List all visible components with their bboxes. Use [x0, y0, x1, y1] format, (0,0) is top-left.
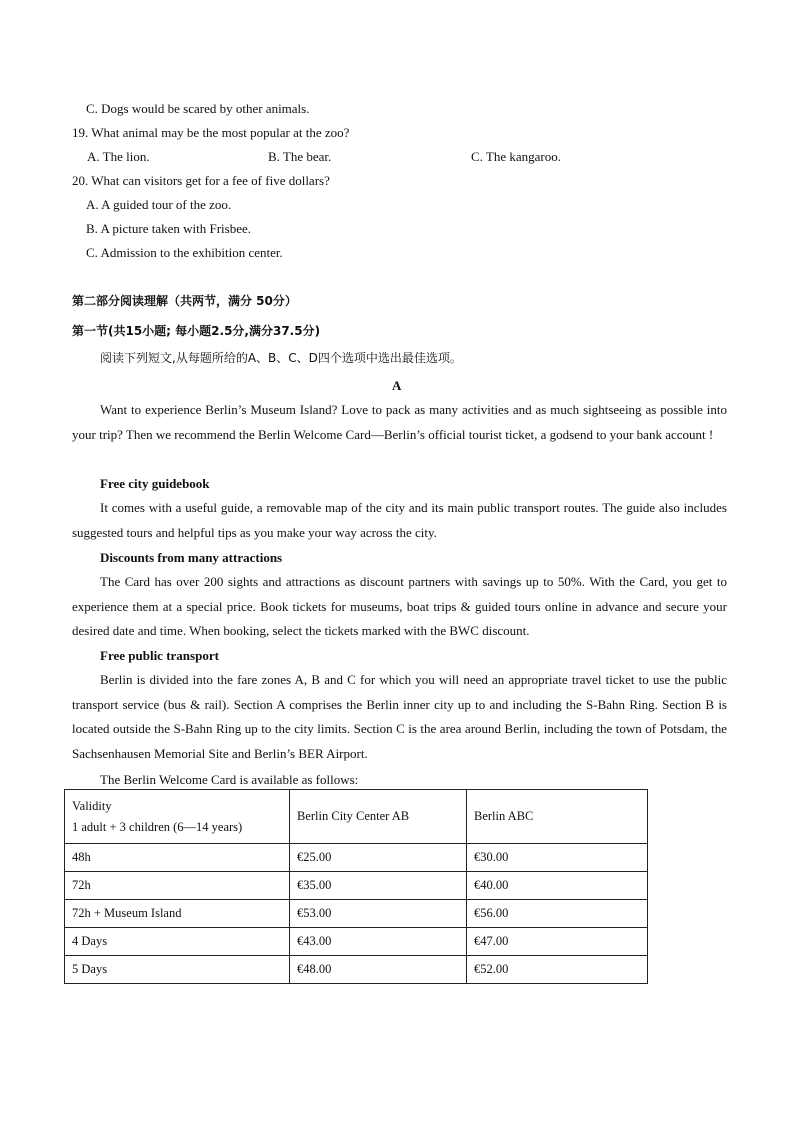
table-row [65, 928, 648, 956]
price-ab-cell: €43.00 [290, 928, 467, 956]
price-table [64, 789, 648, 984]
price-ab-cell: €25.00 [290, 844, 467, 872]
heading-discounts: Discounts from many attractions [100, 550, 283, 565]
validity-cell: 5 Days [65, 956, 290, 984]
table-row [65, 844, 648, 872]
para1-text: It comes with a useful guide, a removable map of the city and its main public transport routes. The guide also includes suggested tours and helpful tips as you make your way across the city. [72, 500, 727, 540]
price-abc-cell: €47.00 [467, 928, 648, 956]
price-abc-cell: €40.00 [467, 872, 648, 900]
subsection-title: 第一节(共15小题; 每小题2.5分,满分37.5分) [72, 324, 321, 338]
q19-option-c: C. The kangaroo. [471, 149, 562, 164]
q20-stem: 20. What can visitors get for a fee of five dollars? [72, 173, 330, 188]
validity-cell: 72h + Museum Island [65, 900, 290, 928]
price-abc-cell: €56.00 [467, 900, 648, 928]
header-validity [65, 790, 290, 844]
q19-stem: 19. What animal may be the most popular at the zoo? [72, 125, 350, 140]
table-row [65, 872, 648, 900]
para2-text: The Card has over 200 sights and attractions as discount partners with savings up to 50%. With the Card, you get to experience them at a special price. Book tickets for museums, boat trips & guided tours online in advance and secure your desired date and time. When booking, select the tickets marked with the BWC discount. [72, 574, 727, 639]
q19-options [0, 148, 794, 166]
q20-option-b: B. A picture taken with Frisbee. [86, 221, 252, 236]
header-berlin-abc: Berlin ABC [467, 790, 648, 844]
paragraph-guidebook [72, 496, 727, 545]
heading-city-guidebook: Free city guidebook [100, 476, 210, 491]
q19-option-b: B. The bear. [268, 149, 332, 164]
table-row [65, 956, 648, 984]
header-city-center-ab: Berlin City Center AB [290, 790, 467, 844]
validity-cell: 48h [65, 844, 290, 872]
q20-option-a: A. A guided tour of the zoo. [86, 197, 232, 212]
instruction: 阅读下列短文,从每题所给的A、B、C、D四个选项中选出最佳选项。 [100, 351, 462, 365]
price-abc-cell: €30.00 [467, 844, 648, 872]
header-validity-label: Validity [72, 798, 112, 813]
price-abc-cell: €52.00 [467, 956, 648, 984]
q18-option-c: C. Dogs would be scared by other animals. [86, 101, 310, 116]
table-intro: The Berlin Welcome Card is available as follows: [100, 772, 359, 787]
q19-option-a: A. The lion. [87, 149, 150, 164]
passage-label: A [392, 378, 402, 393]
price-ab-cell: €35.00 [290, 872, 467, 900]
para3-text: Berlin is divided into the fare zones A, B and C for which you will need an appropriate travel ticket to use the public transport service (bus & rail). Section A comprises the Berlin inner city up to and including the S-Bahn Ring. Section B is located outside the S-Bahn Ring up to the city limits. Section C is the area around Berlin, including the town of Potsdam, the Sachsenhausen Memorial Site and Berlin’s BER Airport. [72, 672, 727, 761]
intro-text: Want to experience Berlin’s Museum Island? Love to pack as many activities and as much sightseeing as possible into your trip? Then we recommend the Berlin Welcome Card—Berlin’s official tourist ticket, a godsend to your bank account ! [72, 402, 727, 442]
price-ab-cell: €53.00 [290, 900, 467, 928]
passage-intro [72, 398, 727, 447]
validity-cell: 4 Days [65, 928, 290, 956]
validity-cell: 72h [65, 872, 290, 900]
q20-option-c: C. Admission to the exhibition center. [86, 245, 283, 260]
part-title: 第二部分阅读理解（共两节，满分 50分） [72, 294, 297, 308]
price-ab-cell: €48.00 [290, 956, 467, 984]
table-header-row [65, 790, 648, 844]
paragraph-transport [72, 668, 727, 766]
header-validity-note: 1 adult + 3 children (6—14 years) [72, 819, 243, 834]
table-row [65, 900, 648, 928]
heading-public-transport: Free public transport [100, 648, 219, 663]
paragraph-discounts [72, 570, 727, 644]
